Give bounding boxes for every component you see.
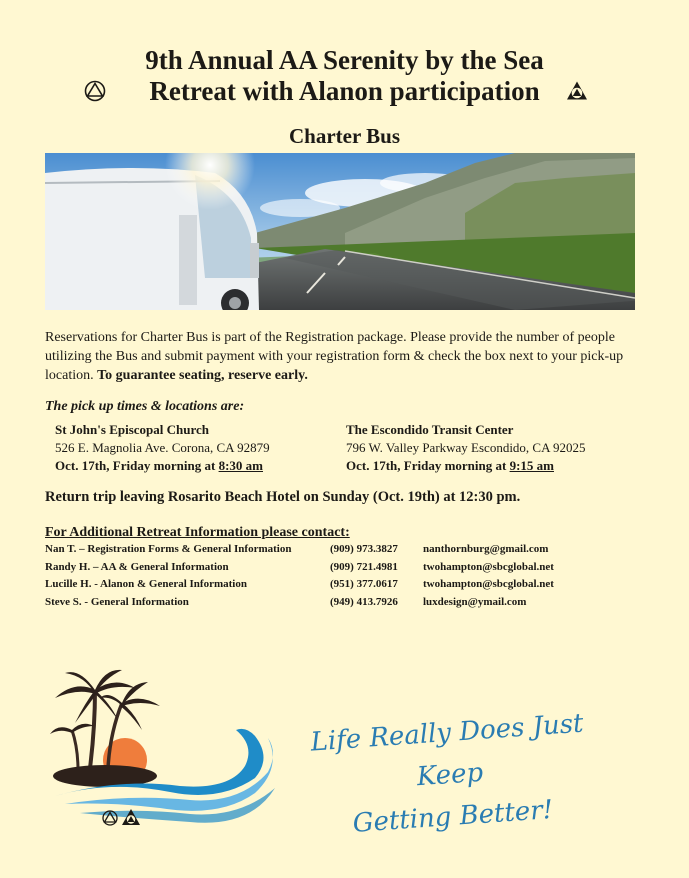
- contact-row: [45, 578, 645, 596]
- time-value: 9:15 am: [509, 458, 554, 473]
- charter-bus-photo: [45, 153, 635, 310]
- time-value: 8:30 am: [218, 458, 263, 473]
- contact-phone: (949) 413.7926: [330, 595, 398, 608]
- contact-role: Randy H. – AA & General Information: [45, 560, 229, 573]
- time-prefix: Oct. 17th, Friday morning at: [55, 458, 216, 473]
- palm-island-wave-illustration: [50, 668, 280, 838]
- pickup-location-escondido: [346, 421, 646, 475]
- pickup-location-corona: [55, 421, 335, 475]
- tagline-line-1: Life Really Does Just Keep: [309, 708, 585, 793]
- return-trip-note: Return trip leaving Rosarito Beach Hotel on Sunday (Oct. 19th) at 12:30 pm.: [45, 489, 521, 505]
- alanon-triangle-in-circle-icon: [566, 80, 588, 102]
- contact-email: nanthornburg@gmail.com: [423, 543, 549, 555]
- contact-role: Lucille H. - Alanon & General Information: [45, 578, 247, 590]
- contact-row: [45, 561, 645, 579]
- contacts-table: [45, 543, 645, 613]
- intro-emphasis: To guarantee seating, reserve early.: [97, 368, 308, 383]
- contact-heading: For Additional Retreat Information please contact:: [45, 525, 350, 540]
- time-prefix: Oct. 17th, Friday morning at: [346, 458, 507, 473]
- aa-circle-triangle-icon: [84, 80, 106, 102]
- intro-text: Reservations for Charter Bus is part of the Registration package. Please provide the number of people utilizing the Bus and submit payment with your registration form & check the box next to your pick-up location.: [45, 330, 624, 383]
- location-address: 526 E. Magnolia Ave. Corona, CA 92879: [55, 440, 270, 455]
- contact-phone: (909) 721.4981: [330, 560, 398, 573]
- contact-row: [45, 543, 645, 561]
- contact-email: twohampton@sbcglobal.net: [423, 578, 554, 590]
- tagline: [296, 702, 604, 849]
- tagline-line-2: Getting Better!: [351, 794, 555, 839]
- contact-phone: (909) 973.3827: [330, 543, 398, 555]
- location-name: The Escondido Transit Center: [346, 422, 514, 437]
- aa-circle-triangle-small-icon: [103, 811, 117, 825]
- title-line-2: Retreat with Alanon participation: [149, 76, 540, 106]
- location-name: St John's Episcopal Church: [55, 422, 210, 437]
- contact-email: luxdesign@ymail.com: [423, 595, 527, 608]
- section-title-charter-bus: Charter Bus: [288, 124, 401, 148]
- pickup-heading: The pick up times & locations are:: [45, 399, 245, 414]
- title-line-1: 9th Annual AA Serenity by the Sea: [145, 45, 544, 75]
- location-time: [55, 457, 335, 475]
- contact-role: Steve S. - General Information: [45, 595, 189, 608]
- location-address: 796 W. Valley Parkway Escondido, CA 92025: [346, 440, 586, 455]
- intro-paragraph: [45, 328, 635, 385]
- contact-role: Nan T. – Registration Forms & General Information: [45, 543, 292, 555]
- location-time: [346, 457, 646, 475]
- contact-row: [45, 596, 645, 614]
- contact-email: twohampton@sbcglobal.net: [423, 560, 554, 573]
- contact-phone: (951) 377.0617: [330, 578, 398, 590]
